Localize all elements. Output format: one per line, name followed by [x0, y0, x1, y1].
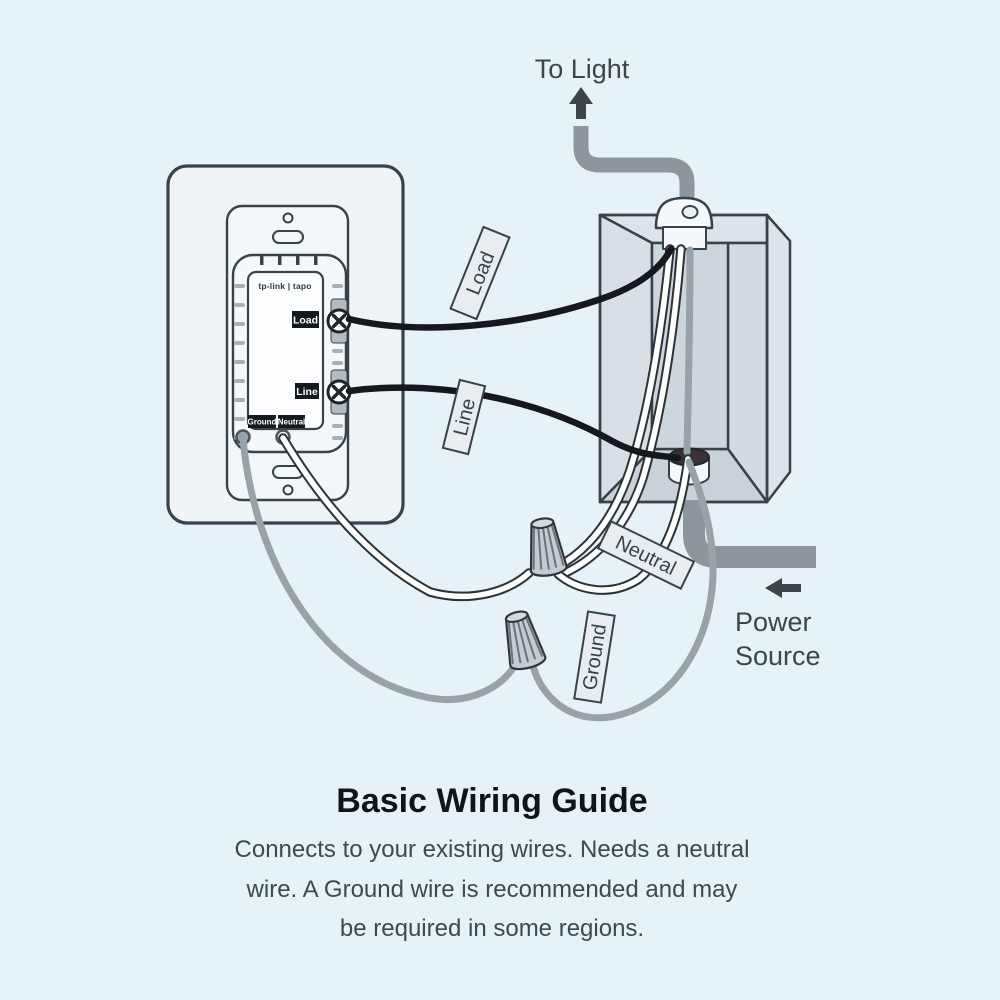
power-source-line1: Power — [735, 607, 812, 637]
tag-neutral-text: Neutral — [611, 531, 680, 580]
clamp-hole — [683, 206, 698, 218]
heat-fin — [332, 436, 343, 440]
yoke-screw-hole-bottom — [284, 486, 293, 495]
to-light-label: To Light — [534, 54, 630, 84]
heat-fin — [234, 379, 245, 383]
vent-tick — [296, 256, 300, 265]
caption-body-line: be required in some regions. — [339, 915, 645, 942]
heat-fin — [332, 349, 343, 353]
ground-wire-interior — [687, 250, 690, 452]
yoke-slot-top — [273, 231, 303, 243]
terminal-label-line: Line — [296, 386, 318, 398]
terminal-label-ground: Ground — [247, 417, 277, 427]
heat-fin — [332, 361, 343, 365]
yoke-screw-hole-top — [284, 214, 293, 223]
caption-body-line: Connects to your existing wires. Needs a neutral — [234, 836, 750, 863]
box-right-face — [767, 215, 790, 502]
tag-line-text: Line — [449, 396, 481, 439]
heat-fin — [234, 341, 245, 345]
heat-fin — [234, 398, 245, 402]
heat-fin — [234, 360, 245, 364]
power-source-line2: Source — [735, 641, 821, 671]
heat-fin — [332, 424, 343, 428]
tag-ground-text: Ground — [578, 622, 612, 692]
heat-fin — [234, 322, 245, 326]
brand-logo-text: tp-link | tapo — [258, 281, 312, 291]
vent-tick — [314, 256, 318, 265]
cable-clamp — [656, 198, 712, 249]
heat-fin — [332, 284, 343, 288]
heat-fin — [234, 303, 245, 307]
vent-tick — [278, 256, 282, 265]
switch-face-panel — [248, 272, 323, 429]
vent-tick — [260, 256, 264, 265]
caption-body-line: wire. A Ground wire is recommended and may — [246, 876, 738, 903]
heat-fin — [234, 417, 245, 421]
heat-fin — [234, 284, 245, 288]
terminal-label-load: Load — [292, 314, 319, 327]
caption-title: Basic Wiring Guide — [336, 782, 648, 820]
wall-plate-assembly — [168, 166, 403, 523]
tag-load-text: Load — [462, 248, 500, 299]
terminal-label-neutral: Neutral — [277, 417, 306, 427]
